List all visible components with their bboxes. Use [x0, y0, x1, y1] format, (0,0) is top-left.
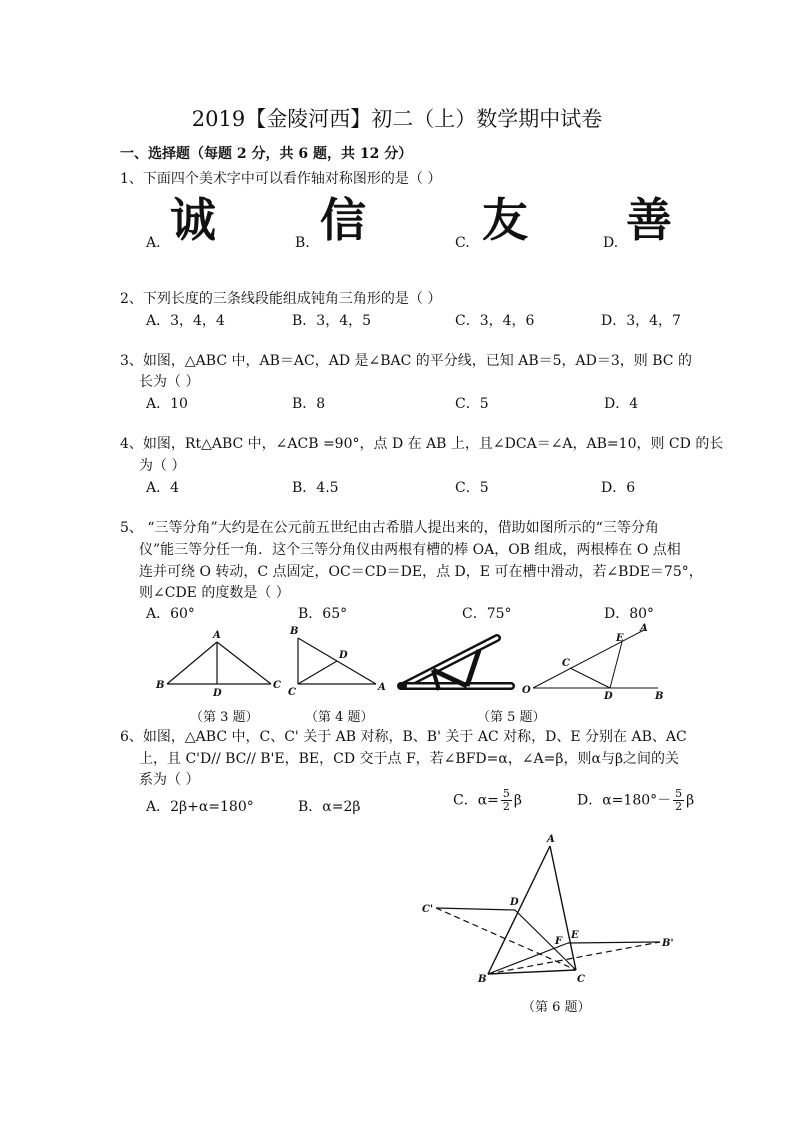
question-6-line2: 上，且 C'D// BC// B'E，BE，CD 交于点 F，若∠BFD=α，∠A=β，则α与β之间的关: [139, 751, 680, 767]
fig6-label-a: A: [547, 834, 555, 845]
caption-figure-3: （第 3 题）: [190, 710, 259, 725]
question-5-line3: 连并可绕 O 转动，C 点固定，OC＝CD＝DE，点 D，E 可在槽中滑动，若∠BDE＝75°，: [139, 564, 703, 580]
q5-option-b: B．65°: [298, 606, 348, 622]
fig5-label-e: E: [616, 633, 624, 644]
fig4-label-b: B: [290, 626, 299, 637]
q6-option-b: B．α=2β: [298, 799, 361, 815]
fig4-label-c: C: [288, 687, 296, 698]
fig5-label-c: C: [562, 658, 570, 669]
q2-option-c: C．3，4，6: [455, 313, 535, 329]
question-5-line4: 则∠CDE 的度数是（ ）: [139, 585, 290, 601]
figure-5-trisector-device: [393, 628, 523, 703]
q1-option-c-char: 友: [482, 193, 528, 247]
fig6-label-e: E: [571, 930, 579, 941]
question-1-stem: 1、下面四个美术字中可以看作轴对称图形的是（ ）: [120, 171, 442, 187]
q1-option-a-letter: A.: [146, 235, 161, 251]
q1-option-c-letter: C.: [455, 235, 470, 251]
figure-3-triangle: [150, 628, 285, 708]
q4-option-b: B．4.5: [292, 480, 339, 496]
q3-option-c: C．5: [455, 396, 489, 412]
caption-figure-6: （第 6 题）: [522, 1000, 591, 1015]
question-2-stem: 2、下列长度的三条线段能组成钝角三角形的是（ ）: [120, 291, 442, 307]
question-4-line2: 为（ ）: [139, 458, 186, 474]
q1-option-b-char: 信: [320, 193, 366, 247]
fig6-label-b: B: [478, 974, 487, 985]
q6-option-c: [453, 788, 522, 813]
question-6-line3: 系为（ ）: [139, 772, 200, 788]
q6-option-c-prefix: C．α=: [453, 792, 499, 809]
question-3-line2: 长为（ ）: [139, 374, 200, 390]
q6-option-c-suffix: β: [513, 792, 522, 809]
q1-option-b-letter: B.: [295, 235, 310, 251]
q3-option-a: A．10: [146, 396, 188, 412]
q1-option-d-char: 善: [626, 193, 672, 247]
q6-option-c-fraction: $\frac{5}{2}$: [502, 787, 510, 813]
question-5-line2: 仪”能三等分任一角．这个三等分角仪由两根有槽的棒 OA，OB 组成，两根棒在 O 点相: [139, 542, 681, 558]
q2-option-b: B．3，4，5: [292, 313, 372, 329]
q6-option-d-suffix: β: [686, 792, 695, 809]
q6-option-a: A．2β+α=180°: [146, 799, 254, 815]
fig5-label-a: A: [640, 623, 648, 634]
question-4-line1: 4、如图，Rt△ABC 中，∠ACB =90°，点 D 在 AB 上，且∠DCA＝∠A，AB=10，则 CD 的长: [120, 436, 724, 452]
fig6-label-b-prime: B': [662, 938, 674, 949]
q6-option-d: [577, 788, 694, 813]
caption-figure-5: （第 5 题）: [477, 710, 546, 725]
q5-option-a: A．60°: [146, 606, 195, 622]
q2-option-d: D．3，4，7: [601, 313, 681, 329]
question-3-line1: 3、如图，△ABC 中，AB＝AC，AD 是∠BAC 的平分线，已知 AB＝5，AD＝3，则 BC 的: [120, 353, 692, 369]
fig3-label-c: C: [273, 680, 281, 691]
fig3-label-a: A: [213, 630, 221, 641]
q1-option-a-char: 诚: [170, 193, 216, 247]
figure-4-triangle: [285, 622, 390, 702]
q4-option-a: A．4: [146, 480, 180, 496]
q5-option-d: D．80°: [604, 606, 655, 622]
q4-option-d: D．6: [601, 480, 636, 496]
figure-6-triangle: [418, 828, 680, 993]
fig6-label-d: D: [510, 897, 519, 908]
figure-5-geometry: [518, 622, 668, 702]
q3-option-b: B．8: [292, 396, 326, 412]
section-heading: 一、选择题（每题 2 分，共 6 题，共 12 分）: [120, 146, 413, 162]
q1-option-d-letter: D.: [603, 235, 619, 251]
fig6-label-c: C: [577, 974, 585, 985]
caption-figure-4: （第 4 题）: [305, 710, 374, 725]
fig3-label-b: B: [156, 680, 165, 691]
q4-option-c: C．5: [455, 480, 489, 496]
fig6-label-f: F: [555, 936, 563, 947]
fig5-label-d: D: [604, 691, 613, 702]
fig4-label-a: A: [378, 682, 386, 693]
fig4-label-d: D: [339, 650, 348, 661]
q2-option-a: A．3，4，4: [146, 313, 225, 329]
fig3-label-d: D: [213, 688, 222, 699]
q6-option-d-fraction: $\frac{5}{2}$: [675, 787, 683, 813]
fig6-label-c-prime: C': [422, 904, 434, 915]
q3-option-d: D．4: [604, 396, 639, 412]
page-title: 2019【金陵河西】初二（上）数学期中试卷: [191, 107, 603, 131]
q5-option-c: C．75°: [462, 606, 512, 622]
question-5-line1: 5、 “三等分角”大约是在公元前五世纪由古希腊人提出来的，借助如图所示的“三等分角: [120, 520, 659, 536]
q6-option-d-prefix: D．α=180°－: [577, 792, 672, 809]
fig5-label-b: B: [655, 691, 664, 702]
fig5-label-o: O: [522, 685, 531, 696]
question-6-line1: 6、如图，△ABC 中，C、C' 关于 AB 对称，B、B' 关于 AC 对称，D、E 分别在 AB、AC: [120, 729, 687, 745]
